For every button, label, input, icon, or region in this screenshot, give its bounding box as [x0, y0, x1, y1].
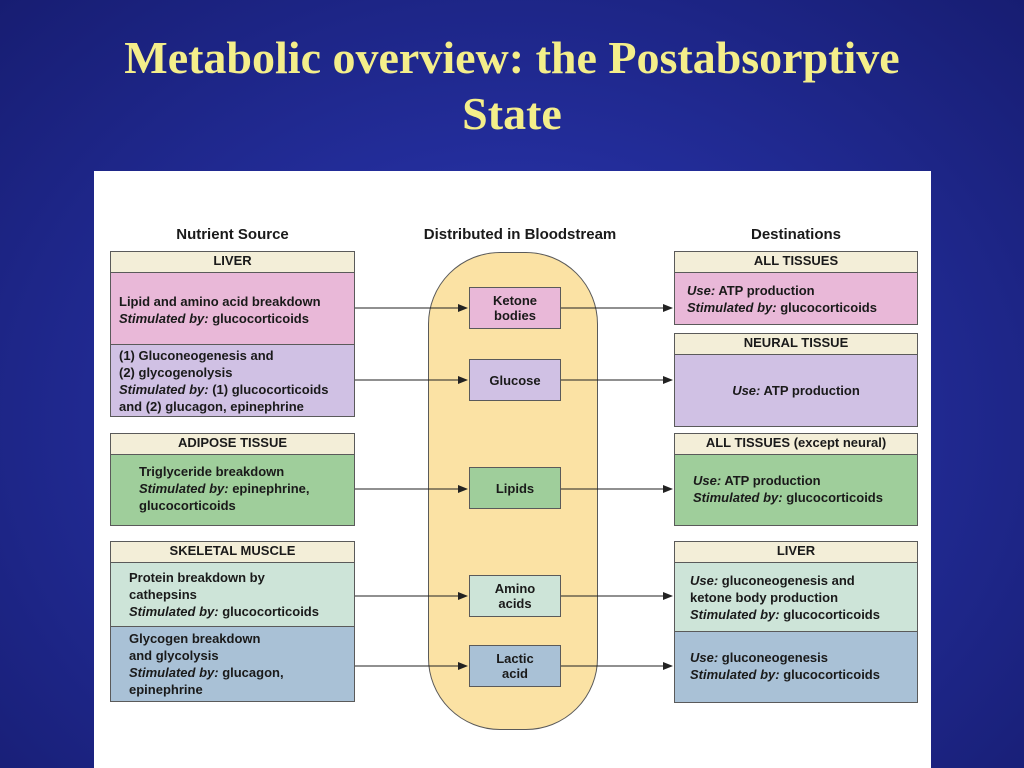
- stimulated-by-value: glucocorticoids: [218, 604, 319, 619]
- source-liver-gluco-line2: (2) glycogenolysis: [119, 365, 233, 380]
- use-label: Use:: [693, 473, 722, 488]
- column-header-source: Nutrient Source: [176, 226, 289, 243]
- use-label: Use:: [690, 573, 719, 588]
- molecule-lipids: Lipids: [469, 467, 561, 509]
- source-liver-header: LIVER: [110, 251, 355, 273]
- use-value: gluconeogenesis: [718, 650, 828, 665]
- source-muscle-glycogen-line2: and glycolysis: [129, 648, 219, 663]
- stimulated-by-value: glucocorticoids: [782, 490, 883, 505]
- stimulated-by-label: Stimulated by:: [693, 490, 783, 505]
- molecule-glucose: Glucose: [469, 359, 561, 401]
- stimulated-by-value: glucocorticoids: [776, 300, 877, 315]
- source-adipose-header: ADIPOSE TISSUE: [110, 433, 355, 455]
- use-value: ATP production: [721, 473, 821, 488]
- source-muscle-protein-line2: cathepsins: [129, 587, 197, 602]
- stimulated-by-label: Stimulated by:: [119, 311, 209, 326]
- source-adipose-line3: glucocorticoids: [139, 498, 236, 513]
- stimulated-by-label: Stimulated by:: [129, 604, 219, 619]
- molecule-ketone-line2: bodies: [494, 308, 536, 323]
- molecule-amino-line1: Amino: [494, 581, 536, 596]
- source-muscle-glycogen-line1: Glycogen breakdown: [129, 631, 261, 646]
- column-header-destinations: Destinations: [750, 226, 841, 243]
- stimulated-by-value: glucocorticoids: [779, 667, 880, 682]
- stimulated-by-value: glucagon,: [218, 665, 284, 680]
- use-value: ATP production: [715, 283, 815, 298]
- dest-all-except-neural-header: ALL TISSUES (except neural): [674, 433, 918, 455]
- dest-neural-tissue-header: NEURAL TISSUE: [674, 333, 918, 355]
- stimulated-by-label: Stimulated by:: [690, 607, 780, 622]
- molecule-amino-line2: acids: [498, 596, 532, 611]
- source-liver-gluco-line1: (1) Gluconeogenesis and: [119, 348, 274, 363]
- dest-all-tissues-header: ALL TISSUES: [674, 251, 918, 273]
- source-liver-lipid-text: Lipid and amino acid breakdown: [119, 294, 321, 309]
- stimulated-by-value: glucocorticoids: [208, 311, 309, 326]
- source-adipose-line1: Triglyceride breakdown: [139, 464, 285, 479]
- source-muscle-glycogen-line4: epinephrine: [129, 682, 203, 697]
- stimulated-by-value: epinephrine,: [228, 481, 310, 496]
- use-value: ATP production: [760, 383, 860, 398]
- molecule-ketone-line1: Ketone: [492, 293, 538, 308]
- source-muscle-header: SKELETAL MUSCLE: [110, 541, 355, 563]
- source-liver-gluco-line4: and (2) glucagon, epinephrine: [119, 399, 304, 414]
- stimulated-by-value: glucocorticoids: [779, 607, 880, 622]
- stimulated-by-label: Stimulated by:: [129, 665, 219, 680]
- column-header-bloodstream: Distributed in Bloodstream: [423, 226, 617, 243]
- use-value: gluconeogenesis and: [718, 573, 855, 588]
- stimulated-by-label: Stimulated by:: [690, 667, 780, 682]
- dest-liver-line2: ketone body production: [690, 590, 839, 605]
- use-label: Use:: [687, 283, 716, 298]
- stimulated-by-label: Stimulated by:: [687, 300, 777, 315]
- molecule-lactic-line2: acid: [501, 666, 528, 681]
- slide-title-line1: Metabolic overview: the Postabsorptive: [124, 32, 900, 83]
- stimulated-by-label: Stimulated by:: [139, 481, 229, 496]
- use-label: Use:: [690, 650, 719, 665]
- stimulated-by-label: Stimulated by:: [119, 382, 209, 397]
- slide-title-line2: State: [462, 88, 562, 139]
- stimulated-by-value: (1) glucocorticoids: [208, 382, 329, 397]
- molecule-lactic-line1: Lactic: [496, 651, 534, 666]
- dest-liver-header: LIVER: [674, 541, 918, 563]
- source-muscle-protein-line1: Protein breakdown by: [129, 570, 265, 585]
- use-label: Use:: [732, 383, 761, 398]
